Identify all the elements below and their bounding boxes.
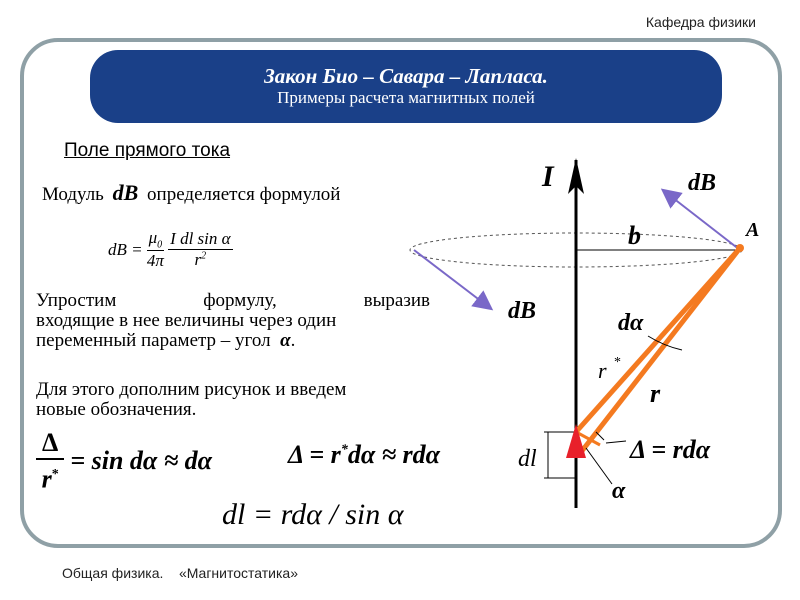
f2-b: dα ≈ rdα — [347, 440, 440, 469]
label-dB-top: dB — [688, 170, 717, 196]
intro-after: определяется формулой — [147, 184, 341, 205]
point-A — [736, 244, 744, 252]
footer — [62, 565, 298, 581]
label-r-star-sup: * — [614, 355, 621, 370]
label-dB-left: dB — [508, 298, 537, 324]
mu: μ — [148, 228, 158, 247]
alpha-pointer — [586, 448, 612, 484]
f1-denominator: r — [41, 464, 52, 494]
f1-numerator: Δ — [36, 428, 64, 460]
formula-dl: dl = rdα / sin α — [222, 498, 404, 531]
formula-den-sup: 2 — [201, 250, 207, 262]
dB-vector-top — [664, 191, 740, 250]
footer-course: Общая физика. — [62, 565, 164, 581]
intro-symbol: dB — [112, 180, 139, 205]
formula-lhs: dB = — [108, 239, 143, 259]
delta-pointer — [606, 441, 626, 443]
formula-denominator: r — [194, 250, 202, 270]
para1-line3-end: . — [290, 330, 296, 351]
department-label: Кафедра физики — [645, 14, 756, 30]
label-r-star: r — [598, 358, 607, 383]
right-angle-mark — [596, 432, 604, 440]
label-point-A: A — [746, 219, 760, 241]
f2-a: Δ = r — [288, 440, 341, 469]
section-heading: Поле прямого тока — [64, 140, 231, 161]
alpha-symbol: α — [280, 330, 291, 351]
formula-numerator: I dl sin α — [170, 229, 231, 249]
f1-rest: = sin dα ≈ dα — [70, 446, 212, 476]
f2-sup: * — [340, 442, 348, 458]
label-current: I — [542, 160, 554, 193]
dl-arrow-icon — [566, 424, 586, 458]
para1-line3-text: переменный параметр – угол — [36, 330, 271, 351]
slide-title: Закон Био – Савара – Лапласа. — [264, 64, 548, 88]
label-alpha: α — [612, 478, 626, 504]
r-line-bottom — [578, 248, 740, 456]
para1-word1: Упростим — [36, 290, 117, 311]
para2-line2: новые обозначения. — [36, 399, 197, 420]
para2-line1: Для этого дополним рисунок и введем — [36, 379, 347, 400]
footer-topic: «Магнитостатика» — [178, 565, 298, 581]
dB-vector-left — [414, 250, 490, 308]
slide-subtitle: Примеры расчета магнитных полей — [277, 88, 535, 107]
label-dl: dl — [518, 446, 537, 472]
para1-line2: входящие в нее величины через один — [36, 310, 337, 331]
label-delta-eq: Δ = rdα — [630, 435, 711, 464]
four-pi: 4π — [146, 251, 164, 271]
f1-den-sup: * — [51, 467, 59, 482]
mu-sub: 0 — [157, 239, 163, 251]
para1-word2: формулу, — [203, 290, 277, 311]
intro-before: Модуль — [42, 184, 104, 205]
para1-word3: выразив — [363, 290, 430, 311]
label-b: b — [628, 221, 641, 250]
label-r: r — [650, 379, 661, 408]
label-dalpha: dα — [618, 310, 644, 336]
